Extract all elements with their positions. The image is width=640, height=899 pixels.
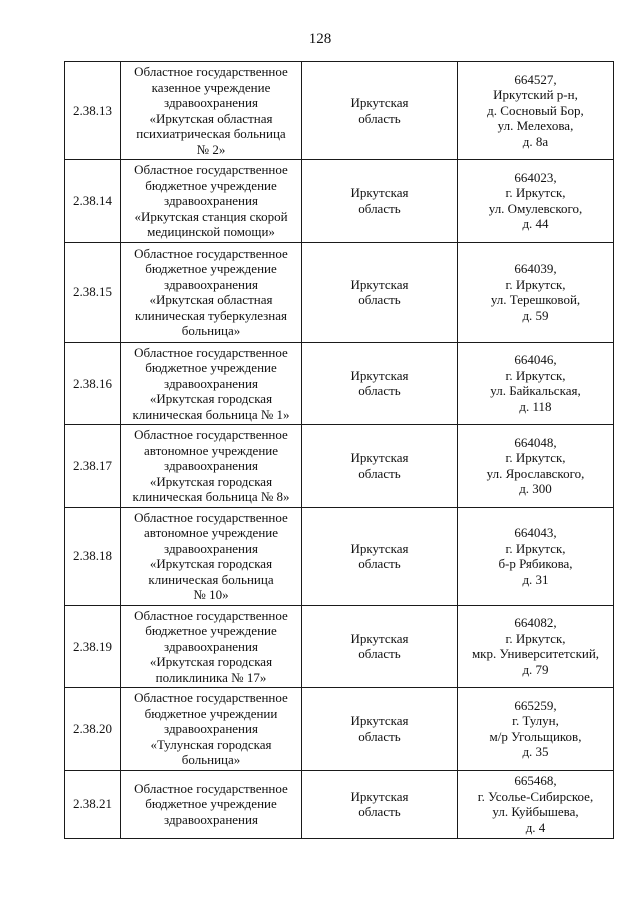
table-row — [65, 507, 614, 605]
institution-name: Областное государственное автономное учреждение здравоохранения «Иркутская городская клиническая больница № 10» — [121, 507, 302, 605]
institutions-table — [64, 61, 614, 839]
address: 664039, г. Иркутск, ул. Терешковой, д. 59 — [458, 242, 614, 342]
table-row — [65, 605, 614, 688]
row-number: 2.38.20 — [65, 688, 121, 771]
row-number: 2.38.14 — [65, 160, 121, 243]
table-row — [65, 62, 614, 160]
institution-name: Областное государственное автономное учреждение здравоохранения «Иркутская городская клиническая больница № 8» — [121, 425, 302, 508]
region: Иркутская область — [302, 160, 458, 243]
region: Иркутская область — [302, 425, 458, 508]
institution-name: Областное государственное бюджетное учреждение здравоохранения «Иркутская областная клиническая туберкулезная больница» — [121, 242, 302, 342]
row-number: 2.38.21 — [65, 770, 121, 838]
page-number: 128 — [308, 31, 332, 47]
region: Иркутская область — [302, 605, 458, 688]
row-number: 2.38.18 — [65, 507, 121, 605]
address: 665468, г. Усолье-Сибирское, ул. Куйбышева, д. 4 — [458, 770, 614, 838]
row-number: 2.38.19 — [65, 605, 121, 688]
institution-name: Областное государственное бюджетное учреждение здравоохранения «Иркутская городская клиническая больница № 1» — [121, 342, 302, 425]
row-number: 2.38.15 — [65, 242, 121, 342]
institution-name: Областное государственное бюджетное учреждение здравоохранения — [121, 770, 302, 838]
institution-name: Областное государственное бюджетное учреждение здравоохранения «Иркутская станция скорой медицинской помощи» — [121, 160, 302, 243]
row-number: 2.38.16 — [65, 342, 121, 425]
region: Иркутская область — [302, 688, 458, 771]
table-row — [65, 342, 614, 425]
table-row — [65, 770, 614, 838]
region: Иркутская область — [302, 342, 458, 425]
institution-name: Областное государственное бюджетное учреждении здравоохранения «Тулунская городская больница» — [121, 688, 302, 771]
table-row — [65, 425, 614, 508]
address: 664046, г. Иркутск, ул. Байкальская, д. 118 — [458, 342, 614, 425]
institution-name: Областное государственное казенное учреждение здравоохранения «Иркутская областная психиатрическая больница № 2» — [121, 62, 302, 160]
table-row — [65, 688, 614, 771]
address: 664023, г. Иркутск, ул. Омулевского, д. 44 — [458, 160, 614, 243]
row-number: 2.38.17 — [65, 425, 121, 508]
address: 664048, г. Иркутск, ул. Ярославского, д. 300 — [458, 425, 614, 508]
institution-name: Областное государственное бюджетное учреждение здравоохранения «Иркутская городская поликлиника № 17» — [121, 605, 302, 688]
row-number: 2.38.13 — [65, 62, 121, 160]
region: Иркутская область — [302, 62, 458, 160]
address: 664527, Иркутский р-н, д. Сосновый Бор, ул. Мелехова, д. 8а — [458, 62, 614, 160]
region: Иркутская область — [302, 507, 458, 605]
address: 664043, г. Иркутск, б-р Рябикова, д. 31 — [458, 507, 614, 605]
region: Иркутская область — [302, 770, 458, 838]
region: Иркутская область — [302, 242, 458, 342]
table-row — [65, 242, 614, 342]
address: 664082, г. Иркутск, мкр. Университетский, д. 79 — [458, 605, 614, 688]
table-row — [65, 160, 614, 243]
address: 665259, г. Тулун, м/р Угольщиков, д. 35 — [458, 688, 614, 771]
